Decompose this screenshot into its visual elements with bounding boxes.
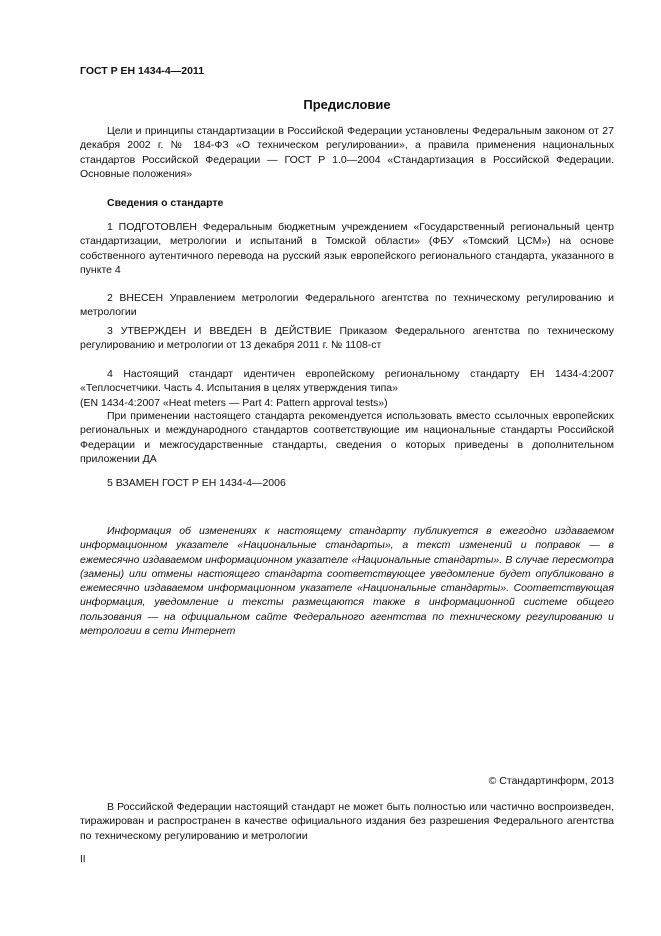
page-title: Предисловие <box>303 97 391 112</box>
item-introduced: 2 ВНЕСЕН Управлением метрологии Федерального агентства по техническому регулированию и метрологии <box>80 292 614 319</box>
item-replaced: 5 ВЗАМЕН ГОСТ Р ЕН 1434-4—2006 <box>107 477 286 489</box>
item-approved: 3 УТВЕРЖДЕН И ВВЕДЕН В ДЕЙСТВИЕ Приказом Федерального агентства по техническому регулированию и метрологии от 13 декабря 2011 г. № 1108-ст <box>80 325 614 352</box>
changes-info-paragraph: Информация об изменениях к настоящему стандарту публикуется в ежегодно издаваемом информационном указателе «Национальные стандарты», а текст изменений и поправок — в ежемесячно издаваемом информационном указателе «Национальные стандарты». В случае пересмотра (замены) или отмены настоящего стандарта соответствующее уведомление будет опубликовано в ежемесячно издаваемом информационном указателе «Национальные стандарты». Соответствующая информация, уведомление и тексты размещаются также в информационной системе общего пользования — на официальном сайте Федерального агентства по техническому регулированию и метрологии в сети Интернет <box>80 525 614 638</box>
standard-designation: ГОСТ Р ЕН 1434-4—2011 <box>80 65 205 77</box>
item-identical-note: При применении настоящего стандарта рекомендуется использовать вместо ссылочных европейских региональных и международного стандартов соответствующие им национальные стандарты Российской Федерации и межгосударственные стандарты, сведения о которых приведены в дополнительном приложении ДА <box>80 410 614 465</box>
item-identical <box>80 367 614 410</box>
page-number: II <box>80 854 86 865</box>
item-identical-original-title: (EN 1434-4:2007 «Heat meters — Part 4: Pattern approval tests») <box>80 396 388 409</box>
copyright-line: © Стандартинформ, 2013 <box>488 775 614 787</box>
item-prepared: 1 ПОДГОТОВЛЕН Федеральным бюджетным учреждением «Государственный региональный центр стандартизации, метрологии и испытаний в Томской области» (ФБУ «Томский ЦСМ») на основе собственного аутентичного перевода на русский язык европейского регионального стандарта, указанного в пункте 4 <box>80 221 614 276</box>
item-identical-text: 4 Настоящий стандарт идентичен европейскому региональному стандарту ЕН 1434-4:2007 «Теплосчетчики. Часть 4. Испытания в целях утверждения типа» <box>80 368 614 395</box>
intro-paragraph: Цели и принципы стандартизации в Российской Федерации установлены Федеральным законом от 27 декабря 2002 г. № 184-ФЗ «О техническом регулировании», а правила применения национальных стандартов Российской Федерации — ГОСТ Р 1.0—2004 «Стандартизация в Российской Федерации. Основные положения» <box>80 125 614 180</box>
reproduction-notice: В Российской Федерации настоящий стандарт не может быть полностью или частично воспроизведен, тиражирован и распространен в качестве официального издания без разрешения Федерального агентства по техническому регулированию и метрологии <box>80 801 614 842</box>
section-heading: Сведения о стандарте <box>107 197 224 209</box>
